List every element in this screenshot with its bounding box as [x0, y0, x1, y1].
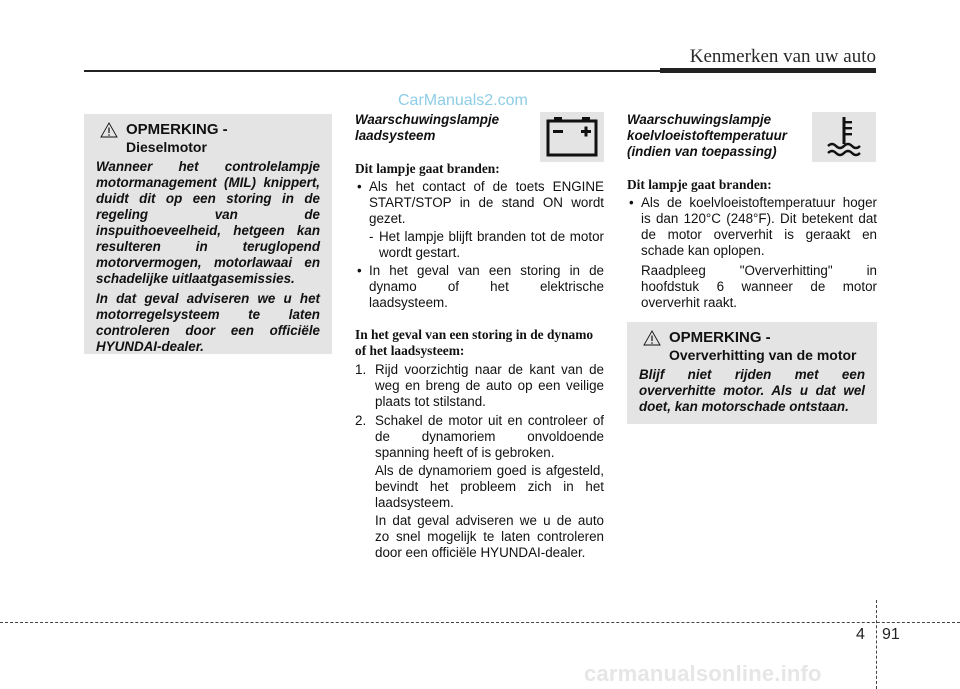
note-diesel-title: OPMERKING - [126, 121, 228, 138]
note-overheat-header [639, 330, 865, 363]
coolant-bullet-1: • Als de koelvloeistoftemperatuur hoger is dan 120°C (248°F). Dit betekent dat de motor oververhit is geraakt en schade kan oplopen. [629, 195, 877, 258]
watermark-top: CarManuals2.com [398, 92, 528, 109]
charging-step-1-text: Rijd voorzichtig naar de kant van de weg en breng de auto op een veilige plaats tot stilstand. [375, 362, 604, 409]
charging-title-line-1: Waarschuwingslampje [355, 112, 500, 127]
charging-step-2-paragraph-2: Als de dynamoriem goed is afgesteld, bevindt het probleem zich in het laadsysteem. [375, 463, 604, 510]
charging-step-2: 2. Schakel de motor uit en controleer of de dynamoriem onvoldoende spanning heeft of is gebroken. [355, 413, 604, 460]
note-diesel-subtitle: Dieselmotor [126, 139, 207, 155]
warning-triangle-icon [643, 330, 661, 346]
charging-step-2-paragraph-3: In dat geval adviseren we u de auto zo snel mogelijk te laten controleren door een officiële HYUNDAI-dealer. [375, 513, 604, 560]
charging-bullet-1: • Als het contact of de toets ENGINE START/STOP in de stand ON wordt gezet. [357, 179, 604, 226]
charging-step-2-text: Schakel de motor uit en controleer of de dynamoriem onvoldoende spanning heeft of is gebroken. [375, 413, 604, 460]
warning-triangle-icon [100, 122, 118, 138]
header-rule [84, 70, 660, 72]
coolant-lights-on-label: Dit lampje gaat branden: [627, 177, 772, 192]
coolant-bullet-1-text: Als de koelvloeistoftemperatuur hoger is dan 120°C (248°F). Dit betekent dat de motor oververhit is geraakt en schade kan oplopen. [641, 195, 877, 258]
note-diesel-engine [84, 114, 332, 354]
coolant-warning-icon-box [812, 112, 876, 162]
charging-title-line-2: laadsysteem [355, 128, 436, 143]
battery-warning-icon-box [540, 112, 604, 162]
charging-bullet-1-dash: - Het lampje blijft branden tot de motor wordt gestart. [369, 229, 604, 260]
charging-step-1: 1. Rijd voorzichtig naar de kant van de weg en breng de auto op een veilige plaats tot stilstand. [355, 362, 604, 409]
charging-system-section [355, 112, 604, 561]
note-overheat-paragraph-1: Blijf niet rijden met een oververhitte motor. Als u dat wel doet, kan motorschade ontstaan. [639, 367, 865, 414]
footer-dashed-rule [0, 622, 960, 623]
charging-bullet-2-text: In het geval van een storing in de dynamo of het elektrische laadsysteem. [369, 263, 604, 310]
charging-bullet-2: • In het geval van een storing in de dynamo of het elektrische laadsysteem. [357, 263, 604, 310]
charging-bullet-1-dash-text: Het lampje blijft branden tot de motor wordt gestart. [379, 229, 604, 260]
page-chapter-number: 4 [856, 626, 865, 643]
page-number: 91 [882, 626, 900, 643]
watermark-bottom: carmanualsonline.info [584, 661, 822, 686]
note-overheat-subtitle: Oververhitting van de motor [669, 347, 857, 363]
note-engine-overheating [627, 322, 877, 424]
battery-icon [540, 112, 604, 162]
charging-fault-heading: In het geval van een storing in de dynamo of het laadsysteem: [355, 327, 594, 358]
note-diesel-paragraph-2: In dat geval adviseren we u het motorregelsysteem te laten controleren door een officiële HYUNDAI-dealer. [96, 291, 320, 354]
coolant-temperature-icon [812, 112, 876, 162]
coolant-title-line-1: Waarschuwingslampje [627, 112, 772, 127]
page-header-title: Kenmerken van uw auto [689, 46, 876, 67]
note-diesel-paragraph-1: Wanneer het controlelampje motormanagement (MIL) knippert, duidt dit op een storing in de regeling van de inspuithoeveelheid, hetgeen kan resulteren in teruglopend motorvermogen, motorlawaai en schadelijke uitlaatgasemissies. [96, 159, 320, 286]
header-rule-accent [660, 68, 876, 73]
note-overheat-title: OPMERKING - [669, 329, 771, 346]
coolant-title-line-3: (indien van toepassing) [627, 144, 777, 159]
note-diesel-header [96, 122, 320, 155]
coolant-bullet-1-paragraph-2: Raadpleeg "Oververhitting" in hoofdstuk 6 wanneer de motor oververhit raakt. [641, 263, 877, 310]
footer-vertical-rule [876, 600, 877, 689]
coolant-title-line-2: koelvloeistoftemperatuur [627, 128, 787, 143]
charging-lights-on-label: Dit lampje gaat branden: [355, 161, 500, 176]
charging-bullet-1-text: Als het contact of de toets ENGINE START/STOP in de stand ON wordt gezet. [369, 179, 604, 226]
